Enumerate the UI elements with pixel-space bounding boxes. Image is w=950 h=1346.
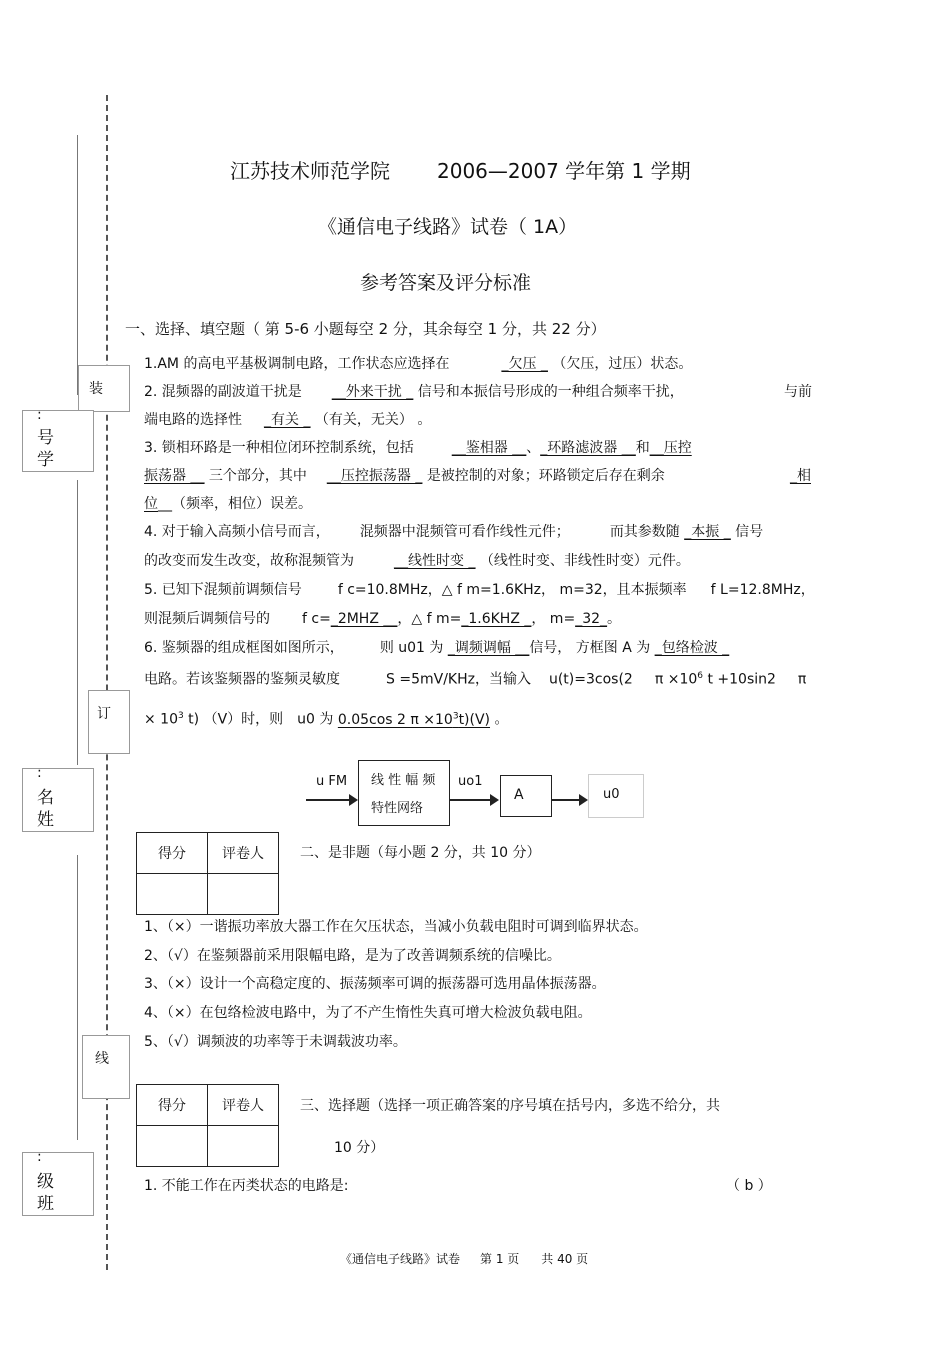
section2-item-2: 2、（√）在鉴频器前采用限幅电路，是为了改善调频系统的信噪比。 [144,948,561,964]
section3-question-1-answer: （ b ） [726,1178,772,1194]
section2-item-1: 1、（×）一谐振功率放大器工作在欠压状态，当减小负载电阻时可调到临界状态。 [144,919,648,935]
diagram-arrow-output [551,799,586,801]
diagram-mid-label: uo1 [458,774,483,789]
section2-item-3: 3、（×）设计一个高稳定度的、振荡频率可调的振荡器可选用晶体振荡器。 [144,976,606,992]
question-3-line3: 位__（频率，相位）误差。 [144,496,312,512]
section1-title: 一、选择、填空题（ 第 5-6 小题每空 2 分，其余每空 1 分，共 22 分） [125,320,606,338]
binding-solid-line-3 [77,855,78,1140]
exam-title: 《通信电子线路》试卷（ 1A） [318,216,578,238]
score-table-section3: 得分 评卷人 [136,1084,279,1167]
section2-item-4: 4、（×）在包络检波电路中，为了不产生惰性失真可增大检波负载电阻。 [144,1005,592,1021]
question-3-ans5: _相 [790,468,811,484]
question-2-line1: 2. 混频器的副波道干扰是 __外来干扰 _ 信号和本振信号形成的一种组合频率干扰， [144,384,684,400]
diagram-input-label: u FM [316,774,348,789]
question-5-line2: 则混频后调频信号的 f c=_2MHZ __，△ f m=_1.6KHZ _， m=_32_。 [144,611,622,627]
name-label-box: : 名 姓 [22,768,94,832]
header-year: 2006—2007 学年第 1 学期 [437,159,691,183]
question-1: 1.AM 的高电平基极调制电路，工作状态应选择在 _欠压 _ （欠压，过压）状态。 [144,356,693,372]
section3-question-1: 1. 不能工作在丙类状态的电路是: [144,1178,349,1194]
question-2-line2: 端电路的选择性 _有关 _ （有关，无关） 。 [144,412,432,428]
section2-title: 二、是非题（每小题 2 分，共 10 分） [300,845,541,861]
question-3-line1: 3. 锁相环路是一种相位闭环控制系统，包括 __鉴相器 __、_环路滤波器 __和__压控 [144,440,692,456]
student-id-label-box: : 号 学 [22,410,94,472]
binding-solid-line-1 [77,135,78,395]
question-4-line1: 4. 对于输入高频小信号而言， 混频器中混频管可看作线性元件； 而其参数随 _本振 _ 信号 [144,524,764,540]
diagram-output-box: u0 [588,774,644,818]
footer: 《通信电子线路》试卷 第 1 页 共 40 页 [340,1252,589,1266]
question-6-line3: × $10^3$ t) （V）时，则 u0 为 0.05cos 2 $\pi \times 10^3t)(V)$ 。 [144,711,509,728]
section3-title-2: 10 分） [334,1140,385,1156]
binding-mark-xian: 线 [82,1035,130,1099]
score-table-section2: 得分 评卷人 [136,832,279,915]
section3-title: 三、选择题（选择一项正确答案的序号填在括号内，多选不给分，共 [300,1098,720,1114]
question-5-line1: 5. 已知下混频前调频信号 f c=10.8MHz，△ f m=1.6KHz， m=32，且本振频率 f L=12.8MHz， [144,582,815,598]
question-3-line2: 振荡器 __ 三个部分，其中 __压控振荡器 _ 是被控制的对象；环路锁定后存在剩余 [144,468,665,484]
question-2-tail: 与前 [784,384,812,400]
diagram-block-a: A [500,775,552,817]
answer-title: 参考答案及评分标准 [360,272,532,294]
class-label-box: : 级 班 [22,1152,94,1216]
header-school: 江苏技术师范学院 [230,159,390,183]
question-6-line2: 电路。若该鉴频器的鉴频灵敏度 S =5mV/KHz，当输入 u(t)=3cos(2 $\pi \times 10^6$ t +10sin2 π [144,671,807,688]
question-6-line1: 6. 鉴频器的组成框图如图所示， 则 u01 为 _调频调幅 __信号， 方框图 A 为 _包络检波 _ [144,640,730,656]
diagram-block-filter: 线 性 幅 频 特性网络 [358,760,450,826]
binding-solid-line-2 [77,480,78,765]
question-4-line2: 的改变而发生改变，故称混频管为 __线性时变 _ （线性时变、非线性时变）元件。 [144,553,690,569]
diagram-arrow-mid [449,799,497,801]
binding-mark-ding: 订 [88,690,130,754]
section2-item-5: 5、（√）调频波的功率等于未调载波功率。 [144,1034,407,1050]
binding-mark-zhuang: 装 [78,365,130,412]
diagram-arrow-input [306,799,356,801]
